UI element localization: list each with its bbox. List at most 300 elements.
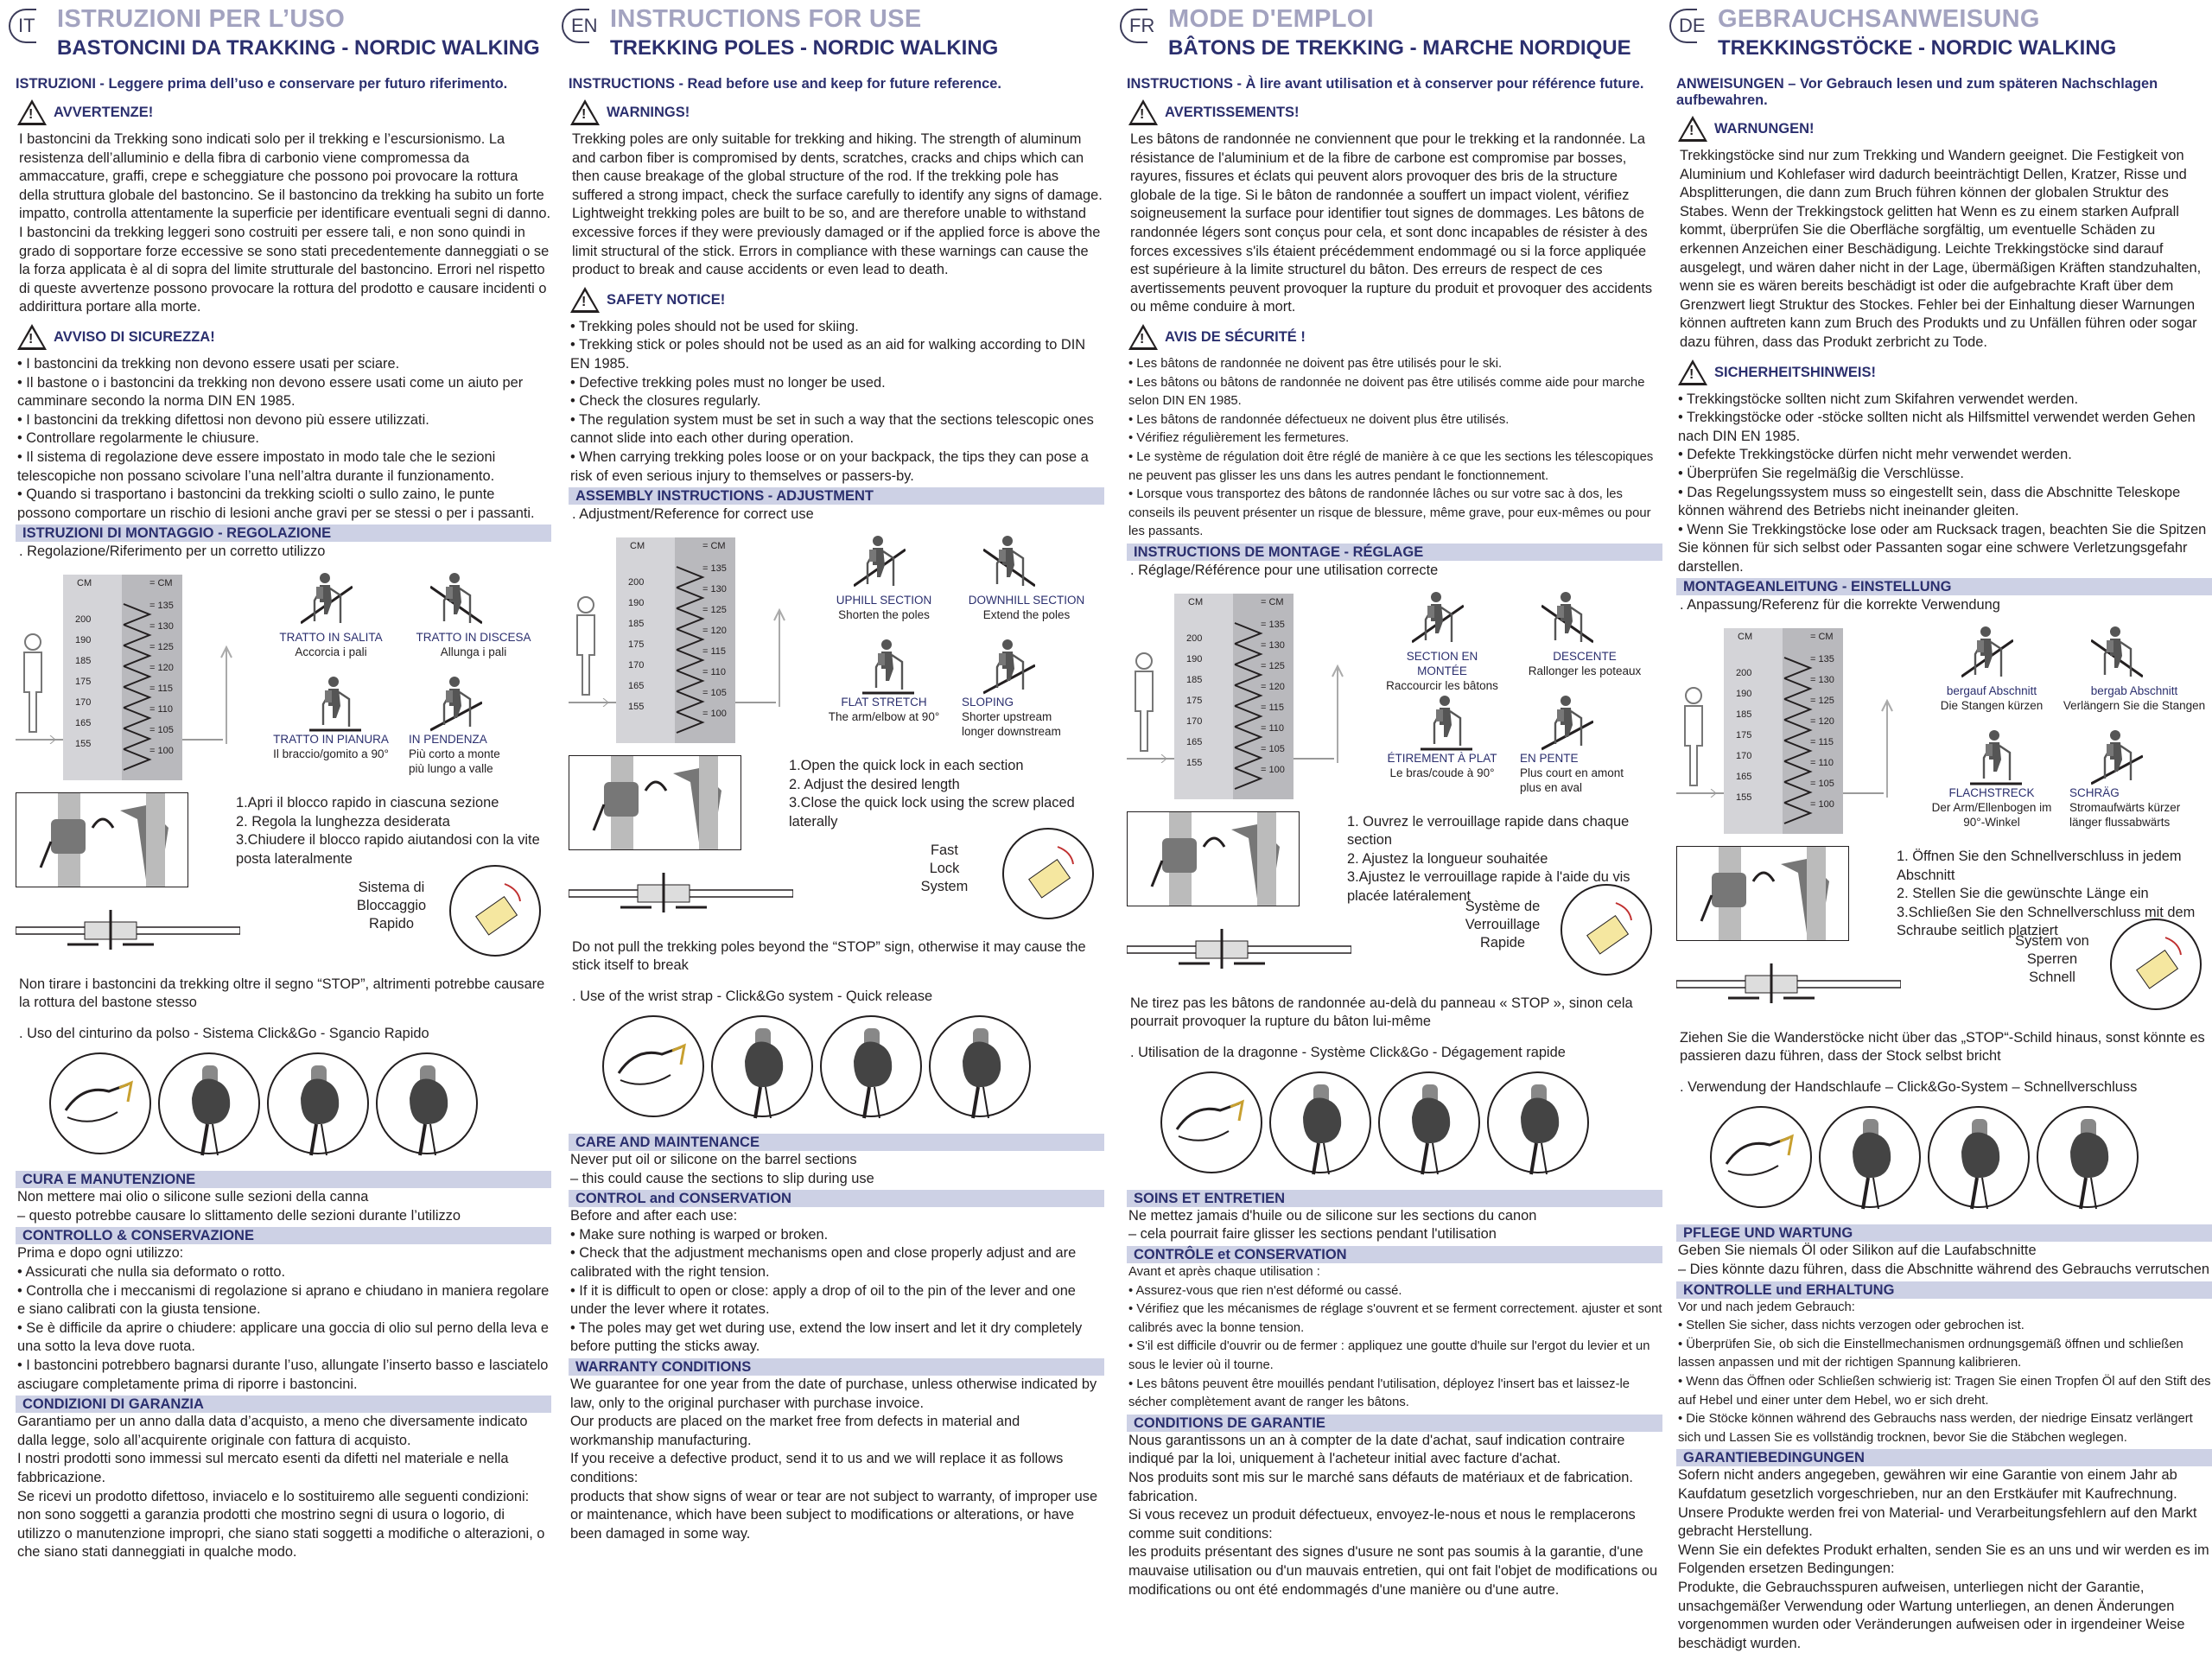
warranty-line: non sono soggetti a garanzia prodotti che mostrino segni di usura o logorio, di utilizzo o manutenzione impropri, che siano stati soggetti a modifiche o alterazioni, o che siano stati danneggiati in qualche modo.: [17, 1507, 545, 1561]
terrain-label: SCHRÄG: [2069, 786, 2120, 800]
control-line: • I bastoncini potrebbero bagnarsi durante l’uso, allungate l’inserto basso e lasciatelo asciugare completamente prima di riporre i bastoncini.: [17, 1357, 549, 1392]
care-line: Non mettere mai olio o silicone sulle sezioni della canna: [17, 1189, 369, 1205]
terrain-label: DOWNHILL SECTION: [968, 594, 1085, 607]
instructions-intro: ISTRUZIONI - Leggere prima dell’uso e conservare per futuro riferimento.: [16, 76, 508, 92]
safety-list: [1127, 355, 1662, 542]
ruler-height-label: 190: [1186, 653, 1203, 664]
control-line: Before and after each use:: [570, 1208, 738, 1224]
terrain-label: Shorter upstream: [962, 710, 1052, 724]
ruler-header-left: CM: [630, 541, 645, 552]
warranty-line: les produits présentant des signes d'usure ne sont pas soumis à la garantie, d'une mauvaise utilisation ou d'un mauvais entretien, qui ont fait l'objet de modifications ou modifications ou ont été endommagés d'une manière ou d'une autre.: [1128, 1544, 1658, 1598]
warranty-section-header: GARANTIEBEDINGUNGEN: [1676, 1449, 2212, 1466]
uphill-hiker-icon: [301, 569, 353, 630]
safety-title: SICHERHEITSHINWEIS!: [1714, 364, 1877, 380]
warnings-title: AVVERTENZE!: [54, 105, 154, 120]
assembly-section-header: ISTRUZIONI DI MONTAGGIO - REGOLAZIONE: [16, 525, 551, 542]
ruler-header-right: = CM: [1810, 632, 1834, 643]
ruler-length-label: = 130: [702, 584, 727, 595]
ruler-height-label: 185: [1736, 709, 1752, 721]
pole-illustration: [569, 873, 793, 912]
adjust-step: 3.Schließen Sie den Schnellverschluss mit dem Schraube seitlich platziert: [1897, 904, 2196, 939]
downhill-label: [2061, 683, 2208, 713]
ruler-length-label: = 110: [702, 667, 727, 678]
wrist-strap-subtitle: . Use of the wrist strap - Click&Go system - Quick release: [572, 989, 933, 1005]
wrist-strap-step-illustration: [2036, 1103, 2139, 1211]
downhill-hiker-icon: [2091, 623, 2143, 683]
lock-system-name: Lock: [929, 861, 960, 877]
exclamation-icon: !: [1689, 124, 1694, 138]
care-section-header: SOINS ET ENTRETIEN: [1127, 1190, 1662, 1207]
ruler-header-right: = CM: [1261, 596, 1284, 607]
adjust-steps: [236, 794, 551, 868]
ruler-height-label: 155: [628, 702, 645, 713]
control-line: Vor und nach jedem Gebrauch:: [1678, 1300, 1855, 1314]
terrain-label: ÉTIREMENT À PLAT: [1387, 751, 1497, 765]
safety-heading: [16, 324, 551, 350]
adjust-step: 2. Ajustez la longueur souhaitée: [1347, 850, 1548, 867]
safety-item: • When carrying trekking poles loose or on your backpack, the tips they can pose a risk of even serious injury to themselves or passers-by.: [570, 448, 1089, 484]
control-line: • Die Stöcke können während des Gebrauchs nass werden, der niedrige Einsatz verlängert sich und Lassen Sie es vollständig trocknen, bevor Sie die Stäbchen weglegen.: [1678, 1412, 2193, 1445]
terrain-label: plus en aval: [1520, 780, 1583, 794]
safety-title: AVIS DE SÉCURITÉ !: [1165, 328, 1306, 345]
control-line: • If it is difficult to open or close: apply a drop of oil to the pin of the lever and one under the lever where it rotates.: [570, 1282, 1076, 1318]
downhill-hiker-icon: [1541, 588, 1593, 649]
slope-label: [1520, 751, 1662, 795]
safety-item: • Controllare regolarmente le chiusure.: [17, 430, 259, 447]
flat-label: [1377, 751, 1507, 780]
wrist-strap-step-illustration: [1818, 1103, 1922, 1211]
ruler-header-left: CM: [1188, 596, 1204, 607]
terrain-label: bergab Abschnitt: [2090, 684, 2178, 698]
ruler-height-label: 200: [1736, 668, 1752, 679]
control-section-header: CONTRÔLE et CONSERVATION: [1127, 1246, 1662, 1263]
language-badge: [1669, 7, 1704, 41]
terrain-label: SECTION EN MONTÉE: [1406, 649, 1478, 677]
terrain-label: IN PENDENZA: [409, 733, 487, 747]
wrist-strap-step-illustration: [1927, 1103, 2031, 1211]
ruler-length-label: = 120: [149, 663, 174, 674]
adjust-step: 2. Adjust the desired length: [789, 776, 960, 792]
lock-system-name: Système de: [1465, 898, 1541, 914]
ruler-length-label: = 120: [702, 626, 727, 637]
safety-item: • Les bâtons de randonnée défectueux ne doivent plus être utilisés.: [1128, 412, 1510, 427]
care-text: [1127, 1207, 1662, 1244]
warranty-line: Garantiamo per un anno dalla data d’acquisto, a meno che diversamente indicato dalla legge, solo all’acquirente originale con fattura di acquisto.: [17, 1414, 528, 1448]
warnings-title: WARNINGS!: [607, 105, 690, 120]
ruler-height-label: 190: [1736, 689, 1752, 700]
adjustment-diagram: [569, 525, 1104, 752]
language-badge: [562, 7, 596, 41]
adjustment-diagram: [1127, 582, 1662, 808]
safety-list: [569, 318, 1104, 486]
wrist-strap-illustrations: [48, 1050, 551, 1162]
terrain-label: EN PENTE: [1520, 751, 1579, 765]
terrain-label: più lungo a valle: [409, 762, 493, 776]
ruler-height-label: 190: [628, 598, 645, 609]
ruler-length-label: = 125: [702, 605, 727, 616]
warranty-text: [1127, 1432, 1662, 1599]
language-code: IT: [18, 15, 35, 36]
column-header: [569, 0, 1104, 67]
height-length-ruler: [1174, 594, 1294, 799]
ruler-length-label: = 130: [1810, 675, 1834, 686]
slope-label: [409, 732, 551, 776]
control-line: • Se è difficile da aprire o chiudere: applicare una goccia di olio sul perno della leva e una sotto la leva dove ruota.: [17, 1319, 550, 1355]
ruler-length-label: = 115: [149, 683, 174, 695]
warnings-title: WARNUNGEN!: [1714, 121, 1815, 137]
downhill-hiker-icon: [430, 569, 482, 630]
safety-list: [1676, 391, 2212, 577]
language-code: EN: [571, 15, 598, 36]
safety-item: • Trekkingstöcke sollten nicht zum Skifahren verwendet werden.: [1678, 391, 2079, 407]
instructions-intro: INSTRUCTIONS - À lire avant utilisation et à conserver pour référence future.: [1127, 76, 1644, 92]
flat-hiker-icon: [1421, 692, 1472, 753]
safety-item: • I bastoncini da trekking difettosi non devono più essere utilizzati.: [17, 411, 429, 428]
lock-system-name: System: [920, 879, 969, 895]
care-line: – Dies könnte dazu führen, dass die Abschnitte während des Gebrauchs verrutschen: [1678, 1262, 2210, 1278]
uphill-hiker-icon: [1961, 623, 2013, 683]
quick-lock-section: [16, 789, 551, 977]
person-icon: [1127, 651, 1161, 754]
warranty-line: Nos produits sont mis sur le marché sans défauts de matériaux et de fabrication. fabrication.: [1128, 1470, 1633, 1504]
lock-system-name: Schnell: [2029, 970, 2075, 986]
ruler-length-label: = 125: [149, 642, 174, 653]
lock-system-name: [1446, 898, 1559, 952]
control-line: • Check that the adjustment mechanisms open and close properly adjust and are calibrated with the right tension.: [570, 1245, 1077, 1281]
exclamation-icon: !: [582, 107, 587, 122]
safety-item: • Il sistema di regolazione deve essere impostato in modo tale che le sezioni telescopiche non possano scivolare l’una nell’altra durante il funzionamento.: [17, 448, 496, 484]
ruler-height-label: 170: [1736, 751, 1752, 762]
ruler-height-label: 200: [628, 577, 645, 588]
slope-label: [2069, 785, 2212, 830]
ruler-height-label: 165: [75, 718, 92, 729]
ruler-length-label: = 105: [1810, 779, 1834, 790]
lock-system-name: Rapido: [369, 916, 414, 932]
column-header: [16, 0, 551, 67]
wrist-strap-step-illustration: [157, 1050, 261, 1157]
manual-title: MODE D'EMPLOI: [1168, 5, 1374, 33]
ruler-height-label: 185: [628, 619, 645, 630]
language-badge: [1120, 7, 1154, 41]
adjust-step: 1.Apri il blocco rapido in ciascuna sezione: [236, 795, 499, 811]
product-subtitle: TREKKINGSTÖCKE - NORDIC WALKING: [1718, 36, 2117, 60]
safety-item: • Quando si trasportano i bastoncini da trekking sciolti o sullo zaino, le punte possono comportare un rischio di lesioni anche gravi per se stessi o per i passanti.: [17, 486, 535, 521]
wrist-strap-step-illustration: [266, 1050, 370, 1157]
ruler-length-label: = 135: [1810, 654, 1834, 665]
quick-lock-section: [569, 752, 1104, 940]
manual-title: ISTRUZIONI PER L’USO: [57, 5, 346, 33]
care-section-header: PFLEGE UND WARTUNG: [1676, 1224, 2212, 1242]
ruler-length-label: = 105: [702, 688, 727, 699]
terrain-label: Shorten the poles: [838, 608, 930, 622]
safety-item: • Defective trekking poles must no longer be used.: [570, 374, 886, 391]
control-section-header: KONTROLLE und ERHALTUNG: [1676, 1281, 2212, 1299]
safety-heading: [1127, 324, 1662, 350]
wrist-strap-step-illustration: [1268, 1069, 1372, 1176]
warnings-title: AVERTISSEMENTS!: [1165, 105, 1300, 120]
warranty-section-header: WARRANTY CONDITIONS: [569, 1358, 1104, 1376]
warranty-line: Si vous recevez un produit défectueux, envoyez-le-nous et nous le remplacerons comme suit conditions:: [1128, 1507, 1636, 1542]
manual-title: GEBRAUCHSANWEISUNG: [1718, 5, 2040, 33]
control-line: • Stellen Sie sicher, dass nichts verzogen oder gebrochen ist.: [1678, 1319, 2024, 1333]
ruler-height-label: 175: [75, 677, 92, 688]
language-column-de: [1676, 0, 2212, 1651]
ruler-length-label: = 130: [1261, 639, 1285, 651]
wrist-strap-step-illustration: [1709, 1103, 1813, 1211]
stop-mark-warning: Ziehen Sie die Wanderstöcke nicht über das „STOP“-Schild hinaus, sonst könnte es passieren dazu führen, dass der Stock selbst bricht: [1680, 1030, 2205, 1065]
ruler-length-label: = 135: [149, 601, 174, 612]
instructions-intro: INSTRUCTIONS - Read before use and keep for future reference.: [569, 76, 1001, 92]
safety-item: • I bastoncini da trekking non devono essere usati per sciare.: [17, 355, 400, 372]
safety-item: • Lorsque vous transportez des bâtons de randonnée lâches ou sur votre sac à dos, les conseils ils peuvent présenter un risque de blessure, même grave, pour eux-mêmes ou pour les passants.: [1128, 487, 1651, 539]
safety-item: • Les bâtons de randonnée ne doivent pas être utilisés pour le ski.: [1128, 356, 1503, 371]
manual-title: INSTRUCTIONS FOR USE: [610, 5, 922, 33]
assembly-subtitle: . Regolazione/Riferimento per un corretto utilizzo: [19, 544, 326, 560]
ruler-length-label: = 105: [149, 725, 174, 736]
terrain-label: Il braccio/gomito a 90°: [273, 747, 389, 761]
adjustment-diagram: [1676, 616, 2212, 842]
ruler-height-label: 170: [628, 660, 645, 671]
safety-item: • Le système de régulation doit être réglé de manière à ce que les sections les télescopiques ne peuvent pas glisser les uns dans les autres pendant le fonctionnement.: [1128, 449, 1654, 483]
height-length-ruler: [1724, 628, 1843, 834]
ruler-height-label: 175: [1186, 695, 1203, 706]
column-header: [1676, 0, 2212, 67]
pole-height-arrow-icon: [1325, 659, 1360, 763]
wrist-strap-subtitle: . Verwendung der Handschlaufe – Click&Go-System – Schnellverschluss: [1680, 1079, 2138, 1096]
wrist-strap-step-illustration: [819, 1013, 923, 1120]
care-line: – this could cause the sections to slip during use: [570, 1170, 874, 1186]
safety-title: SAFETY NOTICE!: [607, 291, 726, 308]
safety-heading: [569, 287, 1104, 313]
flat-hiker-icon: [309, 673, 361, 734]
wrist-strap-step-illustration: [1486, 1069, 1590, 1176]
terrain-label: Plus court en amont: [1520, 766, 1624, 779]
care-text: [1676, 1242, 2212, 1279]
ruler-length-label: = 115: [1261, 702, 1285, 713]
control-line: • Überprüfen Sie, ob sich die Einstellmechanismen ordnungsgemäß öffnen und schließen lassen anpassen und mit der richtigen Spannung kalibrieren.: [1678, 1337, 2183, 1370]
terrain-label: TRATTO IN PIANURA: [273, 733, 389, 747]
ruler-length-label: = 115: [1810, 737, 1834, 748]
ruler-height-label: 185: [75, 656, 92, 667]
warranty-line: We guarantee for one year from the date of purchase, unless otherwise indicated by law, only to the original purchaser with purchase invoice.: [570, 1376, 1097, 1411]
wrist-strap-step-illustration: [375, 1050, 479, 1157]
flat-hiker-icon: [1970, 727, 2022, 787]
terrain-label: longer downstream: [962, 725, 1061, 739]
control-text: [1676, 1299, 2212, 1448]
ruler-height-label: 155: [1186, 757, 1203, 768]
warranty-line: If you receive a defective product, send it to us and we will replace it as follows conditions:: [570, 1451, 1064, 1485]
terrain-label: FLAT STRETCH: [841, 696, 927, 709]
exclamation-icon: !: [582, 294, 587, 309]
ruler-height-label: 185: [1186, 674, 1203, 685]
safety-item: • Trekking stick or poles should not be used as an aid for walking according to DIN EN 1985.: [570, 337, 1086, 372]
care-line: Never put oil or silicone on the barrel sections: [570, 1152, 857, 1168]
terrain-label: SLOPING: [962, 696, 1014, 709]
ruler-height-label: 165: [1186, 736, 1203, 747]
exclamation-icon: !: [1689, 366, 1694, 382]
lock-system-name: Verrouillage: [1465, 916, 1541, 932]
slope-hiker-icon: [1541, 692, 1593, 753]
downhill-label: [400, 630, 547, 659]
uphill-label: [275, 630, 387, 659]
pole-illustration: [1127, 929, 1351, 969]
lock-detail-icon: [1001, 826, 1096, 921]
safety-heading: [1676, 359, 2212, 385]
language-code: DE: [1679, 15, 1706, 36]
wrist-strap-step-illustration: [1377, 1069, 1481, 1176]
terrain-label: Rallonger les poteaux: [1528, 664, 1642, 677]
language-badge: [9, 7, 43, 41]
care-line: – questo potrebbe causare lo slittamento delle sezioni durante l’utilizzo: [17, 1207, 461, 1224]
care-line: Ne mettez jamais d'huile ou de silicone sur les sections du canon: [1128, 1207, 1537, 1224]
assembly-section-header: ASSEMBLY INSTRUCTIONS - ADJUSTMENT: [569, 487, 1104, 505]
exclamation-icon: !: [1140, 331, 1145, 346]
ruler-length-label: = 110: [149, 704, 174, 715]
slope-hiker-icon: [2091, 727, 2143, 787]
quick-lock-illustration: [569, 755, 741, 850]
safety-list: [16, 355, 551, 523]
warnings-text: I bastoncini da Trekking sono indicati solo per il trekking e l’escursionismo. La resistenza dell’alluminio e della fibra di carbonio viene compromessa da ammaccature, graffi, crepe e scheggiature che possono poi provocare la rottura della struttura globale del bastoncino. Se il bastoncino da trekking ha subito un forte impatto, controlla attentamente la superficie per identificare eventuali segni di danno. I bastoncini da trekking leggeri sono costruiti per essere tali, e non sono quindi in grado di sopportare forze eccessive se sono stati precedentemente danneggiati o se la forza applicata è al di sopra del limite strutturale del bastoncino. Errori nel rispetto di queste avvertenze possono provocare la rottura del prodotto e causare incidenti o addirittura portare alla morte.: [19, 131, 551, 315]
language-column-en: [569, 0, 1104, 1568]
terrain-label: Die Stangen kürzen: [1940, 699, 2044, 713]
ruler-height-label: 165: [1736, 772, 1752, 783]
terrain-label: The arm/elbow at 90°: [828, 710, 940, 724]
safety-item: • Check the closures regularly.: [570, 393, 761, 410]
pole-illustration: [16, 910, 240, 950]
terrain-label: 90°-Winkel: [1963, 816, 2020, 830]
ruler-length-label: = 115: [702, 646, 727, 658]
quick-lock-illustration: [1676, 846, 1849, 941]
pole-height-arrow-icon: [1875, 694, 1910, 798]
lock-system-name: Fast: [931, 842, 958, 859]
warranty-text: [569, 1376, 1104, 1543]
safety-item: • Defekte Trekkingstöcke dürfen nicht mehr verwendet werden.: [1678, 447, 2072, 463]
control-line: • Vérifiez que les mécanismes de réglage s'ouvrent et se ferment correctement. ajuster et sont calibrés avec la bonne tension.: [1128, 1302, 1662, 1335]
ruler-length-label: = 125: [1810, 696, 1834, 707]
ruler-length-label: = 110: [1261, 722, 1285, 734]
assembly-subtitle: . Réglage/Référence pour une utilisation correcte: [1130, 562, 1439, 578]
safety-item: • Il bastone o i bastoncini da trekking non devono essere usati come un aiuto per camminare secondo la norma DIN EN 1985.: [17, 374, 524, 410]
ruler-height-label: 170: [1186, 715, 1203, 727]
wrist-strap-illustrations: [1709, 1103, 2212, 1216]
warranty-line: Wenn Sie ein defektes Produkt erhalten, senden Sie es an uns und wir werden es im Folgenden ersetzen Bedingungen:: [1678, 1542, 2209, 1577]
control-line: Avant et après chaque utilisation :: [1128, 1265, 1320, 1280]
terrain-label: DESCENTE: [1553, 649, 1617, 663]
care-line: Geben Sie niemals Öl oder Silikon auf die Laufabschnitte: [1678, 1243, 2037, 1259]
quick-lock-section: [1676, 842, 2212, 1031]
uphill-hiker-icon: [1412, 588, 1464, 649]
product-subtitle: BASTONCINI DA TRAKKING - NORDIC WALKING: [57, 36, 540, 60]
ruler-length-label: = 135: [702, 563, 727, 575]
terrain-label: Stromaufwärts kürzer: [2069, 801, 2181, 815]
ruler-height-label: 200: [75, 614, 92, 626]
lock-system-name: Rapide: [1480, 934, 1525, 950]
lock-system-name: [335, 879, 448, 933]
slope-hiker-icon: [430, 673, 482, 734]
lock-system-name: [1996, 932, 2108, 987]
quick-lock-illustration: [16, 792, 188, 887]
adjust-step: 2. Regola la lunghezza desiderata: [236, 813, 450, 830]
stop-mark-warning: Do not pull the trekking poles beyond the “STOP” sign, otherwise it may cause the stick itself to break: [572, 939, 1086, 974]
terrain-label: UPHILL SECTION: [836, 594, 932, 607]
person-icon: [569, 594, 603, 698]
ruler-length-label: = 105: [1261, 743, 1285, 754]
language-code: FR: [1129, 15, 1155, 36]
uphill-label: [828, 593, 940, 622]
warnings-text: Trekkingstöcke sind nur zum Trekking und Wandern geeignet. Die Festigkeit von Aluminium und Kohlefaser wird dadurch beeinträchtigt Dellen, Kratzer, Risse und Absplitterungen, die dann zum Bruch führen können der globalen Struktur des Stabes. Wenn der Trekkingstock gelitten hat Wenn es zu einem starken Aufprall kommt, überprüfen Sie die Oberfläche sorgfältig, um eventuelle Schäden zu erkennen Anzeichen einer Beschädigung. Leichte Trekkingstöcke sind darauf ausgelegt, und wären daher nicht in der Lage, übermäßigen Kräften standzuhalten, wenn sie es wären bereits beschädigt ist oder die aufgebrachte Kraft über dem Grenzwert liegt Struktur des Stockes. Fehler bei der Einhaltung dieser Warnungen können auftreten kann zum Bruch des Produkts und zu Unfällen führen oder sogar dazu führen, dass das Produkt zerbricht zu Tode.: [1680, 148, 2202, 350]
product-subtitle: TREKKING POLES - NORDIC WALKING: [610, 36, 999, 60]
lock-detail-icon: [2108, 917, 2203, 1012]
ruler-length-label: = 110: [1810, 758, 1834, 769]
control-line: • S'il est difficile d'ouvrir ou de fermer : appliquez une goutte d'huile sur l'ergot du levier et un sous le levier où il tourne.: [1128, 1339, 1650, 1373]
control-line: • Wenn das Öffnen oder Schließen schwierig ist: Tragen Sie einen Tropfen Öl auf den Stift des auf Hebel und einer unter dem Hebel, wo er sich dreht.: [1678, 1375, 2211, 1408]
warnings-heading: [16, 99, 551, 125]
pole-height-arrow-icon: [214, 640, 249, 744]
exclamation-icon: !: [1140, 107, 1145, 122]
terrain-label: Più corto a monte: [409, 747, 500, 761]
adjust-step: 1. Ouvrez le verrouillage rapide dans chaque section: [1347, 813, 1630, 849]
height-length-ruler: [63, 575, 182, 780]
warnings-text: Trekking poles are only suitable for trekking and hiking. The strength of aluminum and carbon fiber is compromised by dents, scratches, cracks and chips which can then cause breakage of the global structure of the rod. If the trekking pole has suffered a strong impact, check the surface carefully to identify any signs of damage. Lightweight trekking poles are built to be so, and are therefore unable to withstand excessive forces if they were previously damaged or if the applied force is above the limit structural of the stick. Errors in compliance with these warnings can cause the product to break and cause accidents or even lead to death.: [572, 131, 1103, 278]
exclamation-icon: !: [29, 331, 34, 346]
uphill-label: [1386, 649, 1498, 693]
lock-detail-icon: [448, 863, 543, 958]
control-line: • Make sure nothing is warped or broken.: [570, 1226, 829, 1243]
warranty-line: Our products are placed on the market free from defects in material and workmanship manufacturing.: [570, 1414, 1020, 1448]
lock-system-name: System von: [2015, 933, 2089, 950]
slope-label: [962, 695, 1104, 739]
terrain-label: Accorcia i pali: [295, 645, 367, 659]
warnings-heading: [1127, 99, 1662, 125]
pole-illustration: [1676, 963, 1901, 1003]
terrain-label: TRATTO IN DISCESA: [416, 631, 531, 645]
warranty-line: Nous garantissons un an à compter de la date d'achat, sauf indication contraire indiqué par la loi, uniquement à l'acheteur initial avec facture d'achat.: [1128, 1432, 1625, 1467]
wrist-strap-illustrations: [601, 1013, 1104, 1125]
ruler-header-left: CM: [1738, 632, 1753, 643]
quick-lock-section: [1127, 808, 1662, 996]
control-line: • The poles may get wet during use, extend the low insert and let it dry completely before putting the sticks away.: [570, 1319, 1083, 1355]
assembly-subtitle: . Adjustment/Reference for correct use: [572, 506, 814, 523]
control-line: • Assicurati che nulla sia deformato o rotto.: [17, 1264, 286, 1281]
adjust-step: 2. Stellen Sie die gewünschte Länge ein: [1897, 886, 2149, 902]
ruler-length-label: = 120: [1261, 681, 1285, 692]
warranty-line: I nostri prodotti sono immessi sul mercato esenti da difetti nel materiale e nella fabbricazione.: [17, 1451, 509, 1485]
exclamation-icon: !: [29, 107, 34, 122]
wrist-strap-step-illustration: [48, 1050, 152, 1157]
care-section-header: CARE AND MAINTENANCE: [569, 1134, 1104, 1151]
care-line: – cela pourrait faire glisser les sections pendant l'utilisation: [1128, 1226, 1497, 1243]
safety-item: • Wenn Sie Trekkingstöcke lose oder am Rucksack tragen, beachten Sie die Spitzen Sie können für sich selbst oder Passanten sogar eine schwere Verletzungsgefahr darstellen.: [1678, 521, 2207, 575]
ruler-height-label: 170: [75, 697, 92, 709]
care-section-header: CURA E MANUTENZIONE: [16, 1171, 551, 1188]
language-column-it: [16, 0, 551, 1568]
safety-item: • Trekkingstöcke oder -stöcke sollten nicht als Hilfsmittel verwendet werden Gehen nach DIN EN 1985.: [1678, 410, 2196, 444]
terrain-label: Raccourcir les bâtons: [1386, 678, 1498, 692]
wrist-strap-step-illustration: [601, 1013, 705, 1120]
control-text: [569, 1207, 1104, 1357]
terrain-label: Allunga i pali: [440, 645, 507, 659]
adjust-steps: [789, 757, 1104, 831]
control-text: [16, 1244, 551, 1394]
flat-hiker-icon: [862, 636, 914, 696]
pole-height-arrow-icon: [767, 603, 802, 707]
stop-mark-warning: Ne tirez pas les bâtons de randonnée au-delà du panneau « STOP », sinon cela pourrait provoquer la rupture du bâton lui-même: [1130, 995, 1633, 1029]
uphill-hiker-icon: [854, 532, 906, 593]
terrain-label: Extend the poles: [982, 608, 1071, 622]
adjust-step: 3.Chiudere il blocco rapido aiutandosi con la vite posta lateralmente: [236, 832, 540, 867]
control-line: • Controlla che i meccanismi di regolazione si aprano e chiudano in maniera regolare e siano calibrati con la giusta tensione.: [17, 1282, 550, 1318]
ruler-length-label: = 130: [149, 621, 174, 633]
